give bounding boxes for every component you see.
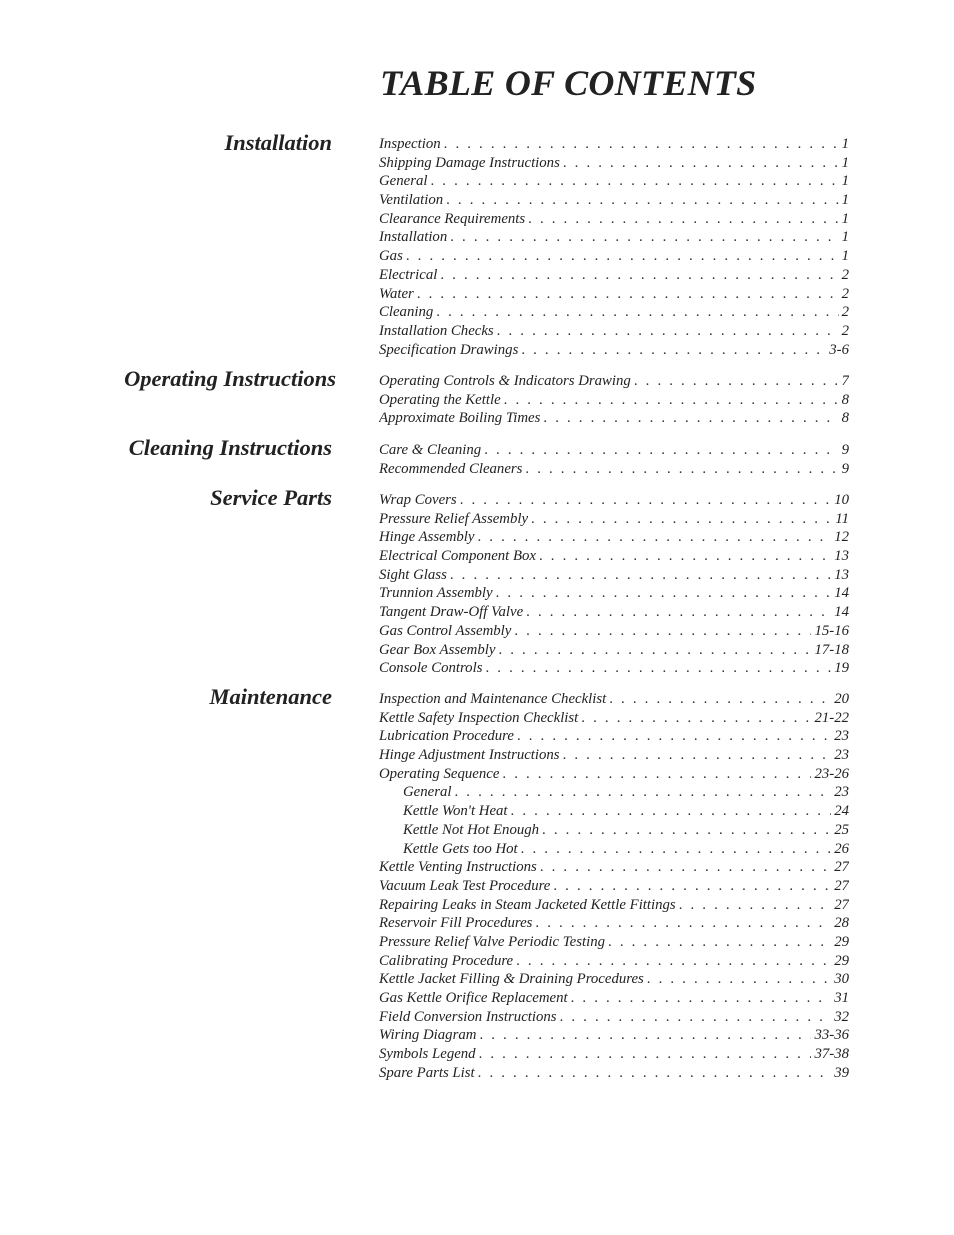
toc-entry[interactable] bbox=[379, 211, 849, 230]
toc-entry[interactable] bbox=[379, 691, 849, 710]
dot-leader bbox=[496, 585, 832, 602]
toc-entry-page: 29 bbox=[834, 952, 849, 969]
toc-entry-page: 15-16 bbox=[814, 622, 849, 639]
dot-leader bbox=[406, 248, 839, 265]
toc-entry-label: Pressure Relief Valve Periodic Testing bbox=[379, 933, 606, 950]
toc-entry[interactable] bbox=[379, 766, 849, 785]
toc-entry-page: 9 bbox=[841, 442, 849, 458]
dot-leader bbox=[479, 1046, 812, 1063]
toc-entry-page: 21-22 bbox=[814, 709, 849, 726]
dot-leader bbox=[540, 859, 831, 876]
dot-leader bbox=[560, 1009, 832, 1026]
dot-leader bbox=[502, 766, 811, 783]
toc-entry[interactable] bbox=[379, 747, 849, 766]
section-heading-maintenance: Maintenance bbox=[209, 684, 332, 709]
toc-entry-label: Field Conversion Instructions bbox=[379, 1008, 557, 1025]
toc-entry-label: Installation bbox=[379, 229, 448, 246]
toc-entry-page: 32 bbox=[834, 1008, 849, 1025]
dot-leader bbox=[516, 953, 831, 970]
toc-subentry[interactable] bbox=[379, 784, 849, 803]
toc-entry-label: Wrap Covers bbox=[379, 492, 457, 508]
toc-entry[interactable] bbox=[379, 1046, 849, 1065]
toc-entry-page: 7 bbox=[841, 373, 849, 389]
dot-leader bbox=[460, 492, 832, 509]
toc-entry[interactable] bbox=[379, 392, 849, 411]
toc-entry-page: 23 bbox=[834, 728, 849, 745]
dot-leader bbox=[535, 915, 831, 932]
dot-leader bbox=[436, 304, 838, 321]
section-heading-installation: Installation bbox=[224, 130, 332, 155]
dot-leader bbox=[431, 173, 839, 190]
toc-entry[interactable] bbox=[379, 304, 849, 323]
toc-entry[interactable] bbox=[379, 567, 849, 586]
toc-entry[interactable] bbox=[379, 136, 849, 155]
toc-entry-page: 26 bbox=[834, 840, 849, 857]
toc-entry-page: 2 bbox=[841, 285, 849, 302]
toc-entry-page: 17-18 bbox=[814, 641, 849, 658]
dot-leader bbox=[477, 529, 831, 546]
toc-entry-label: Water bbox=[379, 285, 414, 302]
toc-entry-label: Operating Sequence bbox=[379, 765, 500, 782]
dot-leader bbox=[521, 342, 826, 359]
toc-entry-label: Kettle Gets too Hot bbox=[403, 840, 518, 857]
section-heading-cleaning-instructions: Cleaning Instructions bbox=[128, 435, 332, 460]
toc-entry[interactable] bbox=[379, 410, 849, 429]
toc-entry-page: 13 bbox=[834, 548, 849, 565]
dot-leader bbox=[539, 548, 831, 565]
toc-entry-page: 8 bbox=[841, 391, 849, 408]
toc-entry-page: 27 bbox=[834, 896, 849, 913]
toc-entry-label: Kettle Not Hot Enough bbox=[403, 821, 540, 838]
toc-entry-label: Vacuum Leak Test Procedure bbox=[379, 877, 551, 894]
toc-entry[interactable] bbox=[379, 173, 849, 192]
toc-entry[interactable] bbox=[379, 585, 849, 604]
toc-entry[interactable] bbox=[379, 373, 849, 392]
toc-entry[interactable] bbox=[379, 267, 849, 286]
dot-leader bbox=[478, 1065, 832, 1082]
toc-entry-page: 27 bbox=[834, 877, 849, 894]
dot-leader bbox=[608, 934, 831, 951]
toc-entry-page: 9 bbox=[841, 460, 849, 477]
dot-leader bbox=[455, 784, 832, 801]
toc-entry-page: 2 bbox=[841, 322, 849, 339]
dot-leader bbox=[526, 604, 831, 621]
toc-entry-page: 1 bbox=[841, 248, 849, 265]
toc-entry-page: 2 bbox=[841, 304, 849, 321]
dot-leader bbox=[517, 728, 831, 745]
toc-entry-label: Shipping Damage Instructions bbox=[379, 154, 560, 171]
toc-entry[interactable] bbox=[379, 990, 849, 1009]
section-entries-operating-instructions bbox=[379, 373, 849, 429]
dot-leader bbox=[634, 373, 839, 390]
toc-entry[interactable] bbox=[379, 953, 849, 972]
dot-leader bbox=[514, 623, 811, 640]
dot-leader bbox=[563, 155, 839, 172]
dot-leader bbox=[647, 971, 831, 988]
toc-entry-label: Gas Kettle Orifice Replacement bbox=[379, 990, 568, 1006]
toc-entry-page: 25 bbox=[834, 821, 849, 838]
toc-entry-page: 1 bbox=[841, 173, 849, 190]
dot-leader bbox=[444, 136, 839, 153]
toc-entry-page: 19 bbox=[834, 660, 849, 677]
toc-entry[interactable] bbox=[379, 192, 849, 211]
toc-entry[interactable] bbox=[379, 660, 849, 679]
toc-entry-label: Operating the Kettle bbox=[379, 391, 501, 408]
toc-entry-label: Kettle Jacket Filling & Draining Procedures bbox=[379, 971, 644, 988]
toc-entry-label: Care & Cleaning bbox=[379, 442, 482, 458]
dot-leader bbox=[450, 567, 831, 584]
toc-entry-label: Kettle Venting Instructions bbox=[379, 859, 537, 876]
toc-entry[interactable] bbox=[379, 529, 849, 548]
toc-entry[interactable] bbox=[379, 971, 849, 990]
section-entries-installation bbox=[379, 136, 849, 360]
toc-entry-label: Kettle Won't Heat bbox=[403, 803, 508, 820]
toc-entry-page: 3-6 bbox=[829, 341, 849, 358]
toc-entry-label: Inspection bbox=[379, 136, 441, 152]
toc-entry-page: 23-26 bbox=[814, 765, 849, 782]
dot-leader bbox=[679, 897, 832, 914]
toc-entry-page: 1 bbox=[841, 229, 849, 246]
dot-leader bbox=[553, 878, 831, 895]
toc-entry-page: 1 bbox=[841, 192, 849, 209]
dot-leader bbox=[609, 691, 831, 708]
toc-entry-page: 30 bbox=[834, 971, 849, 988]
toc-entry-label: Recommended Cleaners bbox=[379, 460, 523, 477]
toc-entry-page: 24 bbox=[834, 803, 849, 820]
toc-entry-label: Repairing Leaks in Steam Jacketed Kettle Fittings bbox=[379, 896, 676, 913]
toc-entry[interactable] bbox=[379, 728, 849, 747]
toc-entry-page: 37-38 bbox=[814, 1046, 849, 1063]
toc-entry-page: 1 bbox=[841, 154, 849, 171]
toc-entry-page: 33-36 bbox=[814, 1027, 849, 1044]
toc-entry[interactable] bbox=[379, 1065, 849, 1084]
dot-leader bbox=[497, 323, 839, 340]
toc-entry[interactable] bbox=[379, 229, 849, 248]
toc-subentry[interactable] bbox=[379, 803, 849, 822]
toc-entry-page: 8 bbox=[841, 410, 849, 427]
toc-entry-label: Hinge Assembly bbox=[379, 529, 475, 546]
toc-entry-page: 23 bbox=[834, 784, 849, 801]
toc-entry-page: 29 bbox=[834, 933, 849, 950]
toc-entry[interactable] bbox=[379, 859, 849, 878]
dot-leader bbox=[450, 229, 838, 246]
dot-leader bbox=[528, 211, 838, 228]
toc-entry[interactable] bbox=[379, 286, 849, 305]
section-heading-operating-instructions: Operating Instructions bbox=[124, 366, 336, 391]
toc-entry-label: Kettle Safety Inspection Checklist bbox=[379, 709, 579, 726]
dot-leader bbox=[525, 461, 838, 478]
toc-entry[interactable] bbox=[379, 492, 849, 511]
dot-leader bbox=[484, 442, 838, 459]
dot-leader bbox=[521, 841, 832, 858]
toc-entry[interactable] bbox=[379, 710, 849, 729]
toc-entry-page: 20 bbox=[834, 691, 849, 707]
toc-entry[interactable] bbox=[379, 1027, 849, 1046]
toc-subentry[interactable] bbox=[379, 841, 849, 860]
toc-entry-page: 27 bbox=[834, 859, 849, 876]
toc-entry-label: Operating Controls & Indicators Drawing bbox=[379, 373, 631, 389]
toc-entry-label: Trunnion Assembly bbox=[379, 585, 493, 602]
toc-entry[interactable] bbox=[379, 248, 849, 267]
toc-entry-label: Ventilation bbox=[379, 192, 444, 209]
page-title: TABLE OF CONTENTS bbox=[380, 63, 757, 103]
toc-entry-label: Tangent Draw-Off Valve bbox=[379, 604, 524, 621]
toc-entry-label: Gas Control Assembly bbox=[379, 622, 512, 639]
toc-entry[interactable] bbox=[379, 934, 849, 953]
toc-entry-label: Specification Drawings bbox=[379, 341, 519, 358]
dot-leader bbox=[571, 990, 832, 1007]
toc-entry-label: Electrical Component Box bbox=[379, 548, 536, 565]
toc-entry-label: Hinge Adjustment Instructions bbox=[379, 747, 560, 764]
toc-entry[interactable] bbox=[379, 1009, 849, 1028]
toc-entry-label: Gas bbox=[379, 248, 403, 265]
dot-leader bbox=[498, 642, 811, 659]
section-entries-service-parts bbox=[379, 492, 849, 679]
toc-entry-label: Electrical bbox=[379, 266, 438, 283]
toc-entry[interactable] bbox=[379, 323, 849, 342]
dot-leader bbox=[504, 392, 839, 409]
toc-entry[interactable] bbox=[379, 548, 849, 567]
toc-entry-page: 28 bbox=[834, 915, 849, 932]
toc-entry-label: General bbox=[403, 784, 452, 801]
toc-entry-page: 1 bbox=[841, 210, 849, 227]
dot-leader bbox=[543, 410, 838, 427]
toc-entry-label: Lubrication Procedure bbox=[379, 728, 514, 745]
toc-entry-label: Spare Parts List bbox=[379, 1064, 475, 1081]
toc-entry-label: Installation Checks bbox=[379, 322, 494, 339]
toc-entry-page: 14 bbox=[834, 585, 849, 602]
toc-entry[interactable] bbox=[379, 342, 849, 361]
dot-leader bbox=[511, 803, 832, 820]
dot-leader bbox=[581, 710, 811, 727]
dot-leader bbox=[485, 660, 831, 677]
toc-entry[interactable] bbox=[379, 442, 849, 461]
toc-entry-label: Clearance Requirements bbox=[379, 210, 526, 227]
toc-entry-page: 1 bbox=[841, 136, 849, 152]
dot-leader bbox=[479, 1027, 811, 1044]
toc-entry-label: Gear Box Assembly bbox=[379, 641, 496, 658]
dot-leader bbox=[417, 286, 839, 303]
toc-entry-page: 2 bbox=[841, 266, 849, 283]
toc-entry[interactable] bbox=[379, 604, 849, 623]
toc-subentry[interactable] bbox=[379, 822, 849, 841]
toc-entry-page: 11 bbox=[835, 510, 849, 527]
section-entries-maintenance bbox=[379, 691, 849, 1083]
toc-entry-label: Inspection and Maintenance Checklist bbox=[379, 691, 607, 707]
toc-entry-page: 31 bbox=[834, 990, 849, 1006]
toc-entry-label: Console Controls bbox=[379, 660, 483, 677]
toc-entry[interactable] bbox=[379, 878, 849, 897]
dot-leader bbox=[531, 511, 832, 528]
toc-entry-page: 13 bbox=[834, 566, 849, 583]
toc-entry-page: 14 bbox=[834, 604, 849, 621]
toc-entry-label: Pressure Relief Assembly bbox=[379, 510, 529, 527]
toc-entry[interactable] bbox=[379, 623, 849, 642]
section-entries-cleaning-instructions bbox=[379, 442, 849, 479]
toc-entry[interactable] bbox=[379, 155, 849, 174]
toc-entry[interactable] bbox=[379, 461, 849, 480]
toc-entry-label: Cleaning bbox=[379, 304, 434, 321]
toc-entry-label: Approximate Boiling Times bbox=[379, 410, 541, 427]
toc-entry-label: Calibrating Procedure bbox=[379, 952, 514, 969]
section-heading-service-parts: Service Parts bbox=[210, 485, 332, 510]
toc-entry-label: Sight Glass bbox=[379, 566, 447, 583]
toc-entry-page: 39 bbox=[834, 1064, 849, 1081]
toc-entry-label: Reservoir Fill Procedures bbox=[379, 915, 533, 932]
toc-entry-page: 10 bbox=[834, 492, 849, 508]
dot-leader bbox=[563, 747, 832, 764]
dot-leader bbox=[446, 192, 838, 209]
toc-entry[interactable] bbox=[379, 897, 849, 916]
toc-entry[interactable] bbox=[379, 915, 849, 934]
toc-entry-label: General bbox=[379, 173, 428, 190]
dot-leader bbox=[542, 822, 831, 839]
toc-entry[interactable] bbox=[379, 642, 849, 661]
toc-entry[interactable] bbox=[379, 511, 849, 530]
toc-entry-page: 23 bbox=[834, 747, 849, 764]
dot-leader bbox=[440, 267, 838, 284]
toc-entry-label: Wiring Diagram bbox=[379, 1027, 477, 1044]
toc-entry-page: 12 bbox=[834, 529, 849, 546]
toc-entry-label: Symbols Legend bbox=[379, 1046, 476, 1063]
